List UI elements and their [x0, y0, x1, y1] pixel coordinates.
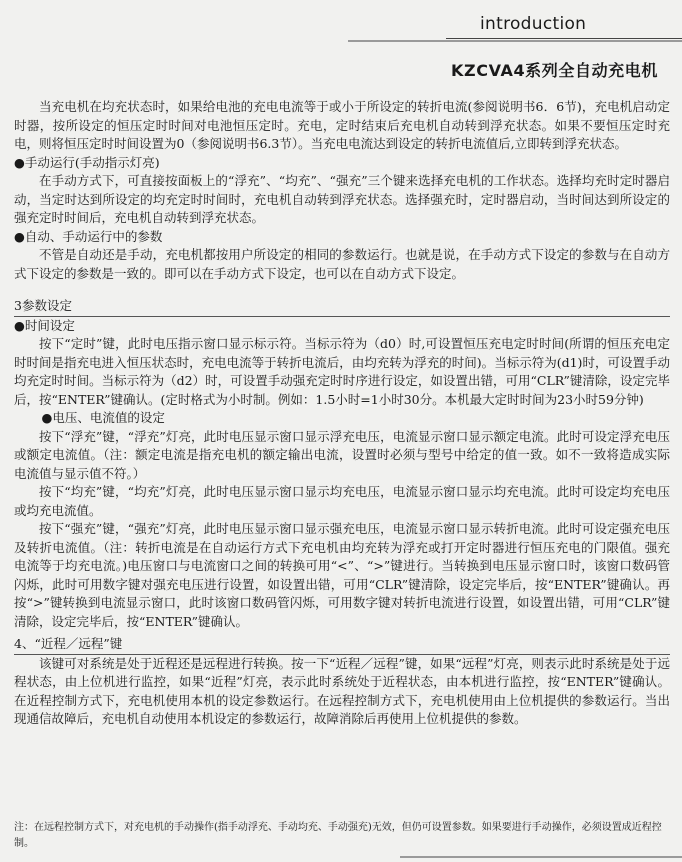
header-section-tab	[446, 8, 682, 39]
voltage-current-heading: ●电压、电流值的设定	[41, 410, 165, 425]
equalize-charge-paragraph: 按下“均充”键，“均充”灯亮，此时电压显示窗口显示均充电压，电流显示窗口显示均充电流。此时可设定均充电压或均充电流值。	[14, 484, 670, 518]
document-body	[14, 98, 670, 729]
auto-run-paragraph: 当充电机在均充状态时，如果给电池的充电电流等于或小于所设定的转折电流(参阅说明书6．6节)，充电机启动定时器，按所设定的恒压定时时间对电池恒压定时。充电，定时结束后充电机自动转到浮充状态。如果不要恒压定时充电，则将恒压定时时间设置为0（参阅说明书6.3节）。当充电电流达到设定的转折电流值后,立即转到浮充状态。	[14, 99, 670, 151]
footer-rule	[400, 856, 682, 858]
section-spacer	[14, 283, 670, 297]
manual-run-heading: ●手动运行(手动指示灯亮)	[14, 154, 160, 170]
boost-charge-paragraph: 按下“强充”键，“强充”灯亮，此时电压显示窗口显示强充电压，电流显示窗口显示转折电流。此时可设定强充电压及转折电流值。（注：转折电流是在自动运行方式下充电机由均充转为浮充或打开定时器进行恒压充电的门限值。强充电流等于均充电流。)电压窗口与电流窗口之间的转换可用“<”、“>”键进行。当转换到电压显示窗口时，该窗口数码管闪烁，此时可用数字键对强充电压进行设置，如设置出错，可用“CLR”键清除，设定完毕后，按“ENTER”键确认。再按“>”键转换到电流显示窗口，此时该窗口数码管闪烁，可用数字键对转折电流进行设置，如设置出错，可用“CLR”键清除，设定完毕后，按“ENTER”键确认。	[14, 521, 670, 629]
run-params-paragraph: 不管是自动还是手动，充电机都按用户所设定的相同的参数运行。也就是说，在手动方式下设定的参数与在自动方式下设定的参数是一致的。即可以在手动方式下设定，也可以在自动方式下设定。	[14, 247, 670, 281]
time-setting-heading: ●时间设定	[14, 317, 75, 333]
manual-run-paragraph: 在手动方式下，可直接按面板上的“浮充”、“均充”、“强充”三个键来选择充电机的工作状态。选择均充时定时器启动，当定时达到所设定的均充定时时间时，充电机自动转到浮充状态。选择强充时，定时器启动，当时间达到所设定的强充定时时间后，充电机自动转到浮充状态。	[14, 173, 670, 225]
param-settings-heading: 3参数设定	[14, 297, 670, 317]
footnote: 注：在远程控制方式下，对充电机的手动操作(指手动浮充、手动均充、手动强充)无效，但仍可设置参数。如果要进行手动操作，必须设置成近程控制。	[14, 822, 662, 849]
local-remote-paragraph: 该键可对系统是处于近程还是远程进行转换。按一下“近程／远程”键，如果“远程”灯亮，则表示此时系统是处于远程状态，由上位机进行监控，如果“近程”灯亮，表示此时系统处于近程状态，由本机进行监控，按“ENTER”键确认。在近程控制方式下，充电机使用本机的设定参数运行。在远程控制方式下，充电机使用由上位机提供的参数运行。当出现通信故障后，充电机自动使用本机设定的参数运行，故障消除后再使用上位机提供的参数。	[14, 655, 670, 726]
run-params-heading: ●自动、手动运行中的参数	[14, 228, 163, 244]
time-setting-paragraph: 按下“定时”键，此时电压指示窗口显示标示符。当标示符为（d0）时,可设置恒压充电定时时间(所谓的恒压充电定时时间是指充电进入恒压状态时，充电电流等于转折电流后，由均充转为浮充的时间)。当标示符为(d1)时，可设置手动均充定时时间。当标示符为（d2）时，可设置手动强充定时时序进行设定，如设置出错，可用“CLR”键清除，设定完毕后，按“ENTER”键确认。(定时格式为小时制。例如：1.5小时=1小时30分。本机最大定时时间为23小时59分钟)	[14, 336, 670, 407]
header-rule	[348, 40, 682, 42]
local-remote-heading: 4、“近程／远程”键	[14, 635, 670, 655]
float-charge-paragraph: 按下“浮充”键，“浮充”灯亮，此时电压显示窗口显示浮充电压，电流显示窗口显示额定电流。此时可设定浮充电压或额定电流值。（注：额定电流是指充电机的额定输出电流，设置时必须与型号中给定的值一致。如不一致将造成实际电流值与显示值不符。）	[14, 428, 670, 481]
document-title: KZCVA4系列全自动充电机	[451, 61, 658, 80]
header-section-label: introduction	[480, 14, 587, 34]
